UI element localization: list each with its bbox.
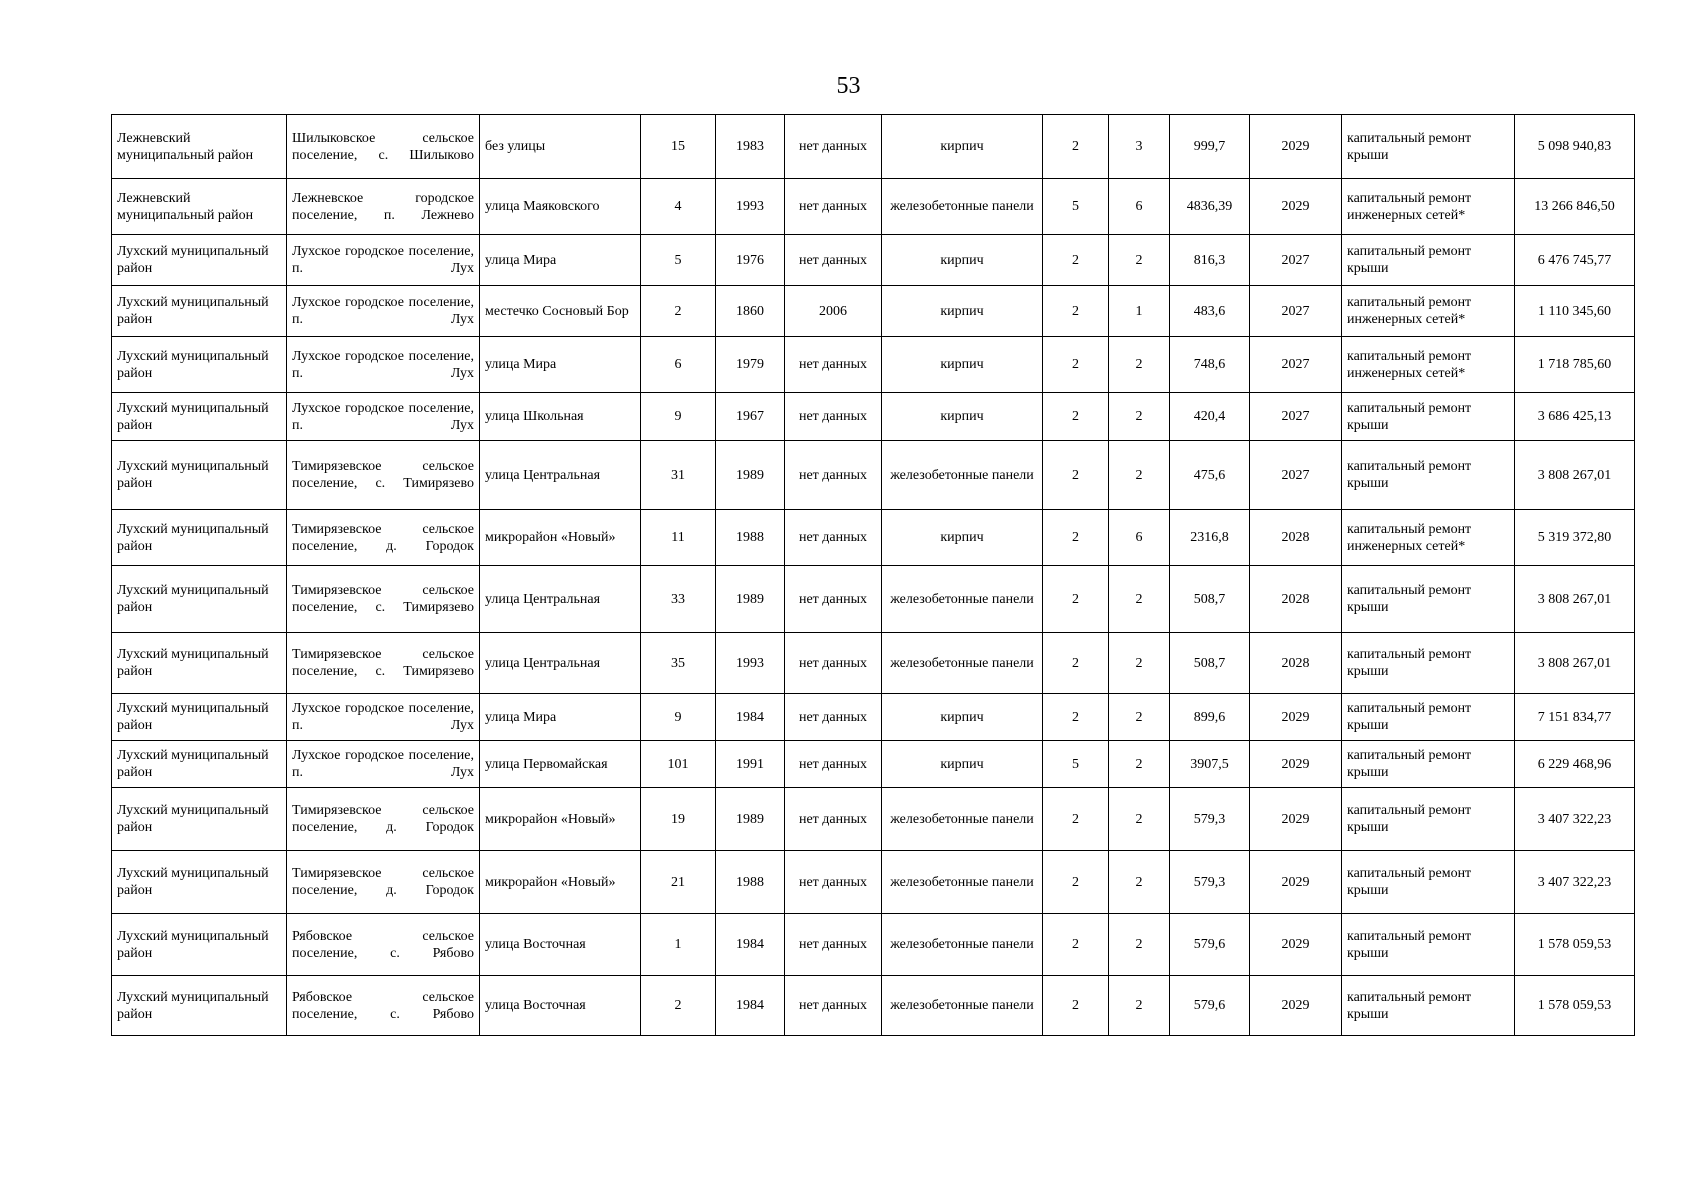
table-row (112, 566, 1635, 633)
renovation-year-cell: нет данных (785, 115, 882, 179)
house-number-cell: 6 (641, 337, 716, 393)
renovation-year-cell: нет данных (785, 788, 882, 851)
table-row (112, 741, 1635, 788)
work-type-cell: капитальный ремонт крыши (1342, 566, 1515, 633)
planned-year-cell: 2029 (1250, 914, 1342, 976)
settlement-cell: Тимирязевское сельское поселение, д. Городок (287, 788, 480, 851)
renovation-year-cell: нет данных (785, 566, 882, 633)
area-cell: 579,6 (1170, 914, 1250, 976)
wall-material-cell: кирпич (882, 510, 1043, 566)
entrances-cell: 2 (1109, 633, 1170, 694)
wall-material-cell: железобетонные панели (882, 976, 1043, 1036)
settlement-cell: Лухское городское поселение, п. Лух (287, 694, 480, 741)
table-row (112, 914, 1635, 976)
area-cell: 748,6 (1170, 337, 1250, 393)
wall-material-cell: железобетонные панели (882, 788, 1043, 851)
work-type-cell: капитальный ремонт инженерных сетей* (1342, 179, 1515, 235)
year-built-cell: 1993 (716, 179, 785, 235)
floors-cell: 5 (1043, 741, 1109, 788)
district-cell: Лухский муниципальный район (112, 337, 287, 393)
entrances-cell: 1 (1109, 286, 1170, 337)
district-cell: Лухский муниципальный район (112, 393, 287, 441)
renovation-year-cell: нет данных (785, 510, 882, 566)
area-cell: 579,3 (1170, 788, 1250, 851)
entrances-cell: 2 (1109, 851, 1170, 914)
entrances-cell: 2 (1109, 694, 1170, 741)
area-cell: 508,7 (1170, 633, 1250, 694)
house-number-cell: 11 (641, 510, 716, 566)
entrances-cell: 2 (1109, 914, 1170, 976)
area-cell: 816,3 (1170, 235, 1250, 286)
street-cell: микрорайон «Новый» (480, 851, 641, 914)
district-cell: Лухский муниципальный район (112, 286, 287, 337)
planned-year-cell: 2028 (1250, 633, 1342, 694)
area-cell: 999,7 (1170, 115, 1250, 179)
cost-cell: 1 110 345,60 (1515, 286, 1635, 337)
renovation-year-cell: нет данных (785, 235, 882, 286)
work-type-cell: капитальный ремонт крыши (1342, 694, 1515, 741)
renovation-year-cell: нет данных (785, 914, 882, 976)
table-row (112, 337, 1635, 393)
settlement-cell: Тимирязевское сельское поселение, д. Городок (287, 510, 480, 566)
year-built-cell: 1979 (716, 337, 785, 393)
floors-cell: 2 (1043, 337, 1109, 393)
cost-cell: 5 319 372,80 (1515, 510, 1635, 566)
cost-cell: 3 808 267,01 (1515, 566, 1635, 633)
work-type-cell: капитальный ремонт инженерных сетей* (1342, 510, 1515, 566)
house-number-cell: 9 (641, 694, 716, 741)
house-number-cell: 19 (641, 788, 716, 851)
planned-year-cell: 2029 (1250, 694, 1342, 741)
street-cell: улица Центральная (480, 633, 641, 694)
table-row (112, 179, 1635, 235)
district-cell: Лухский муниципальный район (112, 914, 287, 976)
cost-cell: 6 229 468,96 (1515, 741, 1635, 788)
work-type-cell: капитальный ремонт крыши (1342, 851, 1515, 914)
cost-cell: 1 578 059,53 (1515, 914, 1635, 976)
street-cell: улица Мира (480, 337, 641, 393)
area-cell: 899,6 (1170, 694, 1250, 741)
settlement-cell: Лухское городское поселение, п. Лух (287, 393, 480, 441)
work-type-cell: капитальный ремонт крыши (1342, 976, 1515, 1036)
street-cell: местечко Сосновый Бор (480, 286, 641, 337)
floors-cell: 2 (1043, 115, 1109, 179)
renovation-year-cell: нет данных (785, 976, 882, 1036)
house-number-cell: 4 (641, 179, 716, 235)
year-built-cell: 1988 (716, 851, 785, 914)
planned-year-cell: 2027 (1250, 393, 1342, 441)
floors-cell: 2 (1043, 393, 1109, 441)
wall-material-cell: железобетонные панели (882, 633, 1043, 694)
cost-cell: 6 476 745,77 (1515, 235, 1635, 286)
floors-cell: 2 (1043, 286, 1109, 337)
wall-material-cell: железобетонные панели (882, 441, 1043, 510)
area-cell: 475,6 (1170, 441, 1250, 510)
planned-year-cell: 2029 (1250, 851, 1342, 914)
floors-cell: 2 (1043, 633, 1109, 694)
table-row (112, 115, 1635, 179)
renovation-year-cell: нет данных (785, 694, 882, 741)
table-row (112, 286, 1635, 337)
work-type-cell: капитальный ремонт крыши (1342, 441, 1515, 510)
cost-cell: 5 098 940,83 (1515, 115, 1635, 179)
street-cell: улица Восточная (480, 976, 641, 1036)
entrances-cell: 2 (1109, 741, 1170, 788)
work-type-cell: капитальный ремонт крыши (1342, 115, 1515, 179)
district-cell: Лежневский муниципальный район (112, 115, 287, 179)
wall-material-cell: железобетонные панели (882, 914, 1043, 976)
area-cell: 579,3 (1170, 851, 1250, 914)
wall-material-cell: железобетонные панели (882, 179, 1043, 235)
wall-material-cell: кирпич (882, 337, 1043, 393)
settlement-cell: Лежневское городское поселение, п. Лежнево (287, 179, 480, 235)
work-type-cell: капитальный ремонт крыши (1342, 393, 1515, 441)
cost-cell: 3 686 425,13 (1515, 393, 1635, 441)
house-number-cell: 33 (641, 566, 716, 633)
area-cell: 4836,39 (1170, 179, 1250, 235)
house-number-cell: 9 (641, 393, 716, 441)
renovation-year-cell: нет данных (785, 741, 882, 788)
district-cell: Лухский муниципальный район (112, 788, 287, 851)
entrances-cell: 6 (1109, 179, 1170, 235)
year-built-cell: 1989 (716, 441, 785, 510)
settlement-cell: Лухское городское поселение, п. Лух (287, 337, 480, 393)
work-type-cell: капитальный ремонт крыши (1342, 914, 1515, 976)
table-row (112, 633, 1635, 694)
table-row (112, 235, 1635, 286)
planned-year-cell: 2029 (1250, 741, 1342, 788)
street-cell: улица Школьная (480, 393, 641, 441)
year-built-cell: 1989 (716, 788, 785, 851)
settlement-cell: Рябовское сельское поселение, с. Рябово (287, 976, 480, 1036)
year-built-cell: 1967 (716, 393, 785, 441)
work-type-cell: капитальный ремонт инженерных сетей* (1342, 337, 1515, 393)
settlement-cell: Тимирязевское сельское поселение, с. Тимирязево (287, 633, 480, 694)
district-cell: Лухский муниципальный район (112, 851, 287, 914)
wall-material-cell: кирпич (882, 115, 1043, 179)
wall-material-cell: кирпич (882, 694, 1043, 741)
street-cell: улица Первомайская (480, 741, 641, 788)
table-row (112, 441, 1635, 510)
cost-cell: 3 808 267,01 (1515, 633, 1635, 694)
floors-cell: 2 (1043, 694, 1109, 741)
house-number-cell: 2 (641, 976, 716, 1036)
planned-year-cell: 2029 (1250, 788, 1342, 851)
house-number-cell: 31 (641, 441, 716, 510)
district-cell: Лухский муниципальный район (112, 741, 287, 788)
area-cell: 420,4 (1170, 393, 1250, 441)
street-cell: улица Восточная (480, 914, 641, 976)
renovation-year-cell: нет данных (785, 393, 882, 441)
district-cell: Лухский муниципальный район (112, 235, 287, 286)
year-built-cell: 1993 (716, 633, 785, 694)
area-cell: 508,7 (1170, 566, 1250, 633)
cost-cell: 3 407 322,23 (1515, 851, 1635, 914)
year-built-cell: 1976 (716, 235, 785, 286)
street-cell: улица Маяковского (480, 179, 641, 235)
wall-material-cell: кирпич (882, 741, 1043, 788)
street-cell: улица Мира (480, 235, 641, 286)
cost-cell: 1 718 785,60 (1515, 337, 1635, 393)
table-row (112, 976, 1635, 1036)
cost-cell: 3 407 322,23 (1515, 788, 1635, 851)
cost-cell: 1 578 059,53 (1515, 976, 1635, 1036)
planned-year-cell: 2027 (1250, 337, 1342, 393)
year-built-cell: 1984 (716, 914, 785, 976)
planned-year-cell: 2027 (1250, 441, 1342, 510)
house-number-cell: 1 (641, 914, 716, 976)
table-row (112, 851, 1635, 914)
wall-material-cell: кирпич (882, 235, 1043, 286)
work-type-cell: капитальный ремонт крыши (1342, 741, 1515, 788)
year-built-cell: 1860 (716, 286, 785, 337)
entrances-cell: 2 (1109, 441, 1170, 510)
year-built-cell: 1988 (716, 510, 785, 566)
street-cell: микрорайон «Новый» (480, 788, 641, 851)
year-built-cell: 1989 (716, 566, 785, 633)
entrances-cell: 6 (1109, 510, 1170, 566)
settlement-cell: Лухское городское поселение, п. Лух (287, 235, 480, 286)
wall-material-cell: кирпич (882, 393, 1043, 441)
year-built-cell: 1984 (716, 694, 785, 741)
floors-cell: 2 (1043, 851, 1109, 914)
settlement-cell: Лухское городское поселение, п. Лух (287, 741, 480, 788)
house-number-cell: 15 (641, 115, 716, 179)
renovation-year-cell: нет данных (785, 851, 882, 914)
entrances-cell: 2 (1109, 788, 1170, 851)
planned-year-cell: 2027 (1250, 235, 1342, 286)
settlement-cell: Тимирязевское сельское поселение, с. Тимирязево (287, 441, 480, 510)
planned-year-cell: 2028 (1250, 510, 1342, 566)
area-cell: 483,6 (1170, 286, 1250, 337)
settlement-cell: Тимирязевское сельское поселение, д. Городок (287, 851, 480, 914)
area-cell: 3907,5 (1170, 741, 1250, 788)
floors-cell: 5 (1043, 179, 1109, 235)
renovation-year-cell: нет данных (785, 337, 882, 393)
renovation-year-cell: 2006 (785, 286, 882, 337)
street-cell: микрорайон «Новый» (480, 510, 641, 566)
page-number: 53 (836, 73, 861, 99)
entrances-cell: 3 (1109, 115, 1170, 179)
district-cell: Лухский муниципальный район (112, 566, 287, 633)
house-number-cell: 21 (641, 851, 716, 914)
cost-cell: 3 808 267,01 (1515, 441, 1635, 510)
work-type-cell: капитальный ремонт крыши (1342, 788, 1515, 851)
planned-year-cell: 2029 (1250, 976, 1342, 1036)
year-built-cell: 1991 (716, 741, 785, 788)
district-cell: Лухский муниципальный район (112, 510, 287, 566)
area-cell: 579,6 (1170, 976, 1250, 1036)
entrances-cell: 2 (1109, 976, 1170, 1036)
street-cell: улица Центральная (480, 441, 641, 510)
house-number-cell: 35 (641, 633, 716, 694)
floors-cell: 2 (1043, 441, 1109, 510)
renovation-year-cell: нет данных (785, 633, 882, 694)
floors-cell: 2 (1043, 566, 1109, 633)
floors-cell: 2 (1043, 510, 1109, 566)
house-number-cell: 101 (641, 741, 716, 788)
work-type-cell: капитальный ремонт инженерных сетей* (1342, 286, 1515, 337)
district-cell: Лухский муниципальный район (112, 976, 287, 1036)
district-cell: Лухский муниципальный район (112, 694, 287, 741)
work-type-cell: капитальный ремонт крыши (1342, 235, 1515, 286)
cost-cell: 13 266 846,50 (1515, 179, 1635, 235)
floors-cell: 2 (1043, 914, 1109, 976)
work-type-cell: капитальный ремонт крыши (1342, 633, 1515, 694)
year-built-cell: 1983 (716, 115, 785, 179)
wall-material-cell: железобетонные панели (882, 851, 1043, 914)
area-cell: 2316,8 (1170, 510, 1250, 566)
planned-year-cell: 2029 (1250, 115, 1342, 179)
housing-renovation-table (111, 114, 1635, 1036)
renovation-year-cell: нет данных (785, 441, 882, 510)
floors-cell: 2 (1043, 235, 1109, 286)
district-cell: Лежневский муниципальный район (112, 179, 287, 235)
settlement-cell: Тимирязевское сельское поселение, с. Тимирязево (287, 566, 480, 633)
wall-material-cell: железобетонные панели (882, 566, 1043, 633)
planned-year-cell: 2028 (1250, 566, 1342, 633)
entrances-cell: 2 (1109, 393, 1170, 441)
entrances-cell: 2 (1109, 235, 1170, 286)
table-row (112, 694, 1635, 741)
district-cell: Лухский муниципальный район (112, 633, 287, 694)
cost-cell: 7 151 834,77 (1515, 694, 1635, 741)
street-cell: улица Мира (480, 694, 641, 741)
table-row (112, 510, 1635, 566)
floors-cell: 2 (1043, 976, 1109, 1036)
floors-cell: 2 (1043, 788, 1109, 851)
entrances-cell: 2 (1109, 566, 1170, 633)
year-built-cell: 1984 (716, 976, 785, 1036)
house-number-cell: 5 (641, 235, 716, 286)
entrances-cell: 2 (1109, 337, 1170, 393)
wall-material-cell: кирпич (882, 286, 1043, 337)
table-body (112, 115, 1635, 1036)
settlement-cell: Рябовское сельское поселение, с. Рябово (287, 914, 480, 976)
table-row (112, 393, 1635, 441)
district-cell: Лухский муниципальный район (112, 441, 287, 510)
settlement-cell: Лухское городское поселение, п. Лух (287, 286, 480, 337)
planned-year-cell: 2027 (1250, 286, 1342, 337)
planned-year-cell: 2029 (1250, 179, 1342, 235)
settlement-cell: Шилыковское сельское поселение, с. Шилыково (287, 115, 480, 179)
renovation-year-cell: нет данных (785, 179, 882, 235)
street-cell: улица Центральная (480, 566, 641, 633)
street-cell: без улицы (480, 115, 641, 179)
table-row (112, 788, 1635, 851)
house-number-cell: 2 (641, 286, 716, 337)
